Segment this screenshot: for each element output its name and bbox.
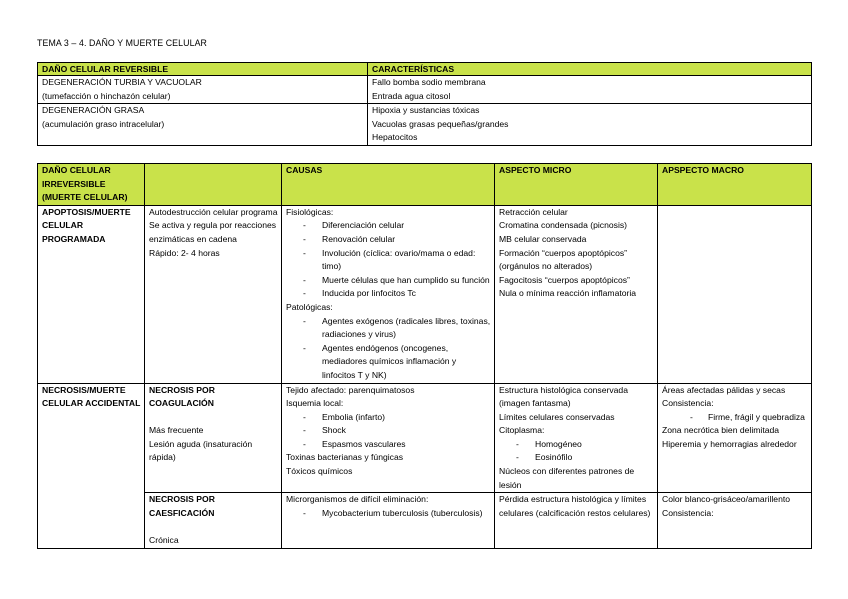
irreversible-damage-table <box>37 163 812 549</box>
caseification-desc-cell <box>145 493 282 548</box>
list-item: - Inducida por linfocitos Tc <box>286 287 491 301</box>
row-name-line: (tumefacción o hinchazón celular) <box>42 90 171 101</box>
list-item: - Firme, frágil y quebradiza <box>662 411 808 425</box>
list-item: - Eosinófilo <box>499 451 654 465</box>
list-item: - Shock <box>286 424 491 438</box>
necrosis-type-cell: NECROSIS/MUERTE CELULAR ACCIDENTAL <box>38 383 145 548</box>
table-row <box>38 383 812 493</box>
characteristic-line: Vacuolas grasas pequeñas/grandes <box>372 118 509 129</box>
micro-line: Formación “cuerpos apoptópicos” (orgánulos no alterados) <box>499 247 628 272</box>
micro-line: Cromatina condensada (picnosis) <box>499 220 628 231</box>
caseification-macro-cell <box>658 493 812 548</box>
cause-line: Tóxicos químicos <box>286 466 353 477</box>
list-item: - Espasmos vasculares <box>286 438 491 452</box>
causes-physiological-label: Fisiológicas: <box>286 206 334 217</box>
list-item: - Agentes endógenos (oncogenes, mediadores químicos inflamación y linfocitos T y NK) <box>286 342 491 383</box>
desc-line: Se activa y regula por reacciones enzimáticas en cadena <box>149 220 277 244</box>
desc-line: Autodestrucción celular programa <box>149 206 278 217</box>
list-item: - Mycobacterium tuberculosis (tuberculosis) <box>286 507 491 521</box>
characteristic-line: Entrada agua citosol <box>372 90 451 101</box>
caseification-causes-cell <box>282 493 495 548</box>
apoptosis-causes-cell <box>282 205 495 383</box>
causes-pathological-label: Patológicas: <box>286 301 333 312</box>
row-characteristics-cell <box>368 104 812 146</box>
micro-header: ASPECTO MICRO <box>495 164 658 206</box>
cause-line: Isquemia local: <box>286 398 344 409</box>
desc-line: Lesión aguda (insaturación rápida) <box>149 438 253 463</box>
macro-line: Color blanco-grisáceo/amarillento <box>662 494 791 505</box>
table-row <box>38 205 812 383</box>
empty-header <box>145 164 282 206</box>
micro-line: Límites celulares conservadas <box>499 411 615 422</box>
apoptosis-macro-cell <box>658 205 812 383</box>
desc-line: Crónica <box>149 535 179 546</box>
row-name-line: DEGENERACIÓN TURBIA Y VACUOLAR <box>42 77 202 87</box>
list-item: - Agentes exógenos (radicales libres, toxinas, radiaciones y virus) <box>286 315 491 342</box>
cause-line: Tejido afectado: parenquimatosos <box>286 384 415 395</box>
desc-line: Más frecuente <box>149 425 204 436</box>
cytoplasm-list <box>499 438 654 465</box>
table-row <box>38 104 812 146</box>
macro-line: Consistencia: <box>662 398 714 409</box>
row-name-cell <box>38 76 368 104</box>
row-name-cell <box>38 104 368 146</box>
caseification-micro-cell <box>495 493 658 548</box>
apoptosis-type-cell: APOPTOSIS/MUERTE CELULAR PROGRAMADA <box>38 205 145 383</box>
row-name-line: DEGENERACIÓN GRASA <box>42 105 145 116</box>
cause-line: Toxinas bacterianas y fúngicas <box>286 452 404 463</box>
causes-header: CAUSAS <box>282 164 495 206</box>
document-title: TEMA 3 – 4. DAÑO Y MUERTE CELULAR <box>37 38 208 48</box>
apoptosis-micro-cell <box>495 205 658 383</box>
coagulation-causes-cell <box>282 383 495 493</box>
irreversible-header: DAÑO CELULAR IRREVERSIBLE (MUERTE CELULAR) <box>38 164 145 206</box>
micro-line: Nula o mínima reacción inflamatoria <box>499 288 637 299</box>
characteristic-line: Hepatocitos <box>372 132 418 143</box>
micro-line: Retracción celular <box>499 206 568 217</box>
list-item: - Homogéneo <box>499 438 654 452</box>
micro-line: Pérdida estructura histológica y límites celulares (calcificación restos celulares) <box>499 494 651 518</box>
list-item: - Embolia (infarto) <box>286 411 491 425</box>
ischemia-list <box>286 411 491 452</box>
characteristic-line: Hipoxia y sustancias tóxicas <box>372 105 480 116</box>
list-item: - Renovación celular <box>286 233 491 247</box>
reversible-header: DAÑO CELULAR REVERSIBLE <box>38 63 368 76</box>
coagulation-desc-cell <box>145 383 282 493</box>
micro-line: Fagocitosis “cuerpos apoptópicos” <box>499 274 630 285</box>
spacer <box>149 520 278 534</box>
coagulation-name: NECROSIS POR COAGULACIÓN <box>149 384 215 409</box>
micro-line: Estructura histológica conservada (imagen fantasma) <box>499 384 628 409</box>
macro-line: Hiperemia y hemorragias alrededor <box>662 438 797 449</box>
macro-header: APSPECTO MACRO <box>658 164 812 206</box>
spacer <box>149 411 278 425</box>
apoptosis-desc-cell <box>145 205 282 383</box>
list-item: - Involución (cíclica: ovario/mama o edad: timo) <box>286 247 491 274</box>
macro-line: Consistencia: <box>662 507 714 518</box>
causes-pathological-list <box>286 315 491 383</box>
coagulation-macro-cell <box>658 383 812 493</box>
row-characteristics-cell <box>368 76 812 104</box>
micro-line: Núcleos con diferentes patrones de lesión <box>499 466 635 490</box>
table-row <box>38 493 812 548</box>
reversible-damage-table <box>37 62 812 146</box>
macro-line: Zona necrótica bien delimitada <box>662 425 780 436</box>
micro-line: Citoplasma: <box>499 425 545 436</box>
characteristics-header: CARACTERÍSTICAS <box>368 63 812 76</box>
consistency-list <box>662 411 808 425</box>
macro-line: Áreas afectadas pálidas y secas <box>662 384 786 395</box>
micro-line: MB celular conservada <box>499 233 587 244</box>
causes-physiological-list <box>286 219 491 301</box>
caseification-name: NECROSIS POR CAESFICACIÓN <box>149 494 215 518</box>
row-name-line: (acumulación graso intracelular) <box>42 118 165 129</box>
table-row <box>38 76 812 104</box>
microorganism-list <box>286 507 491 521</box>
characteristic-line: Fallo bomba sodio membrana <box>372 77 486 87</box>
desc-line: Rápido: 2- 4 horas <box>149 247 220 258</box>
coagulation-micro-cell <box>495 383 658 493</box>
list-item: - Muerte células que han cumplido su función <box>286 274 491 288</box>
list-item: - Diferenciación celular <box>286 219 491 233</box>
cause-line: Microrganismos de difícil eliminación: <box>286 494 429 505</box>
